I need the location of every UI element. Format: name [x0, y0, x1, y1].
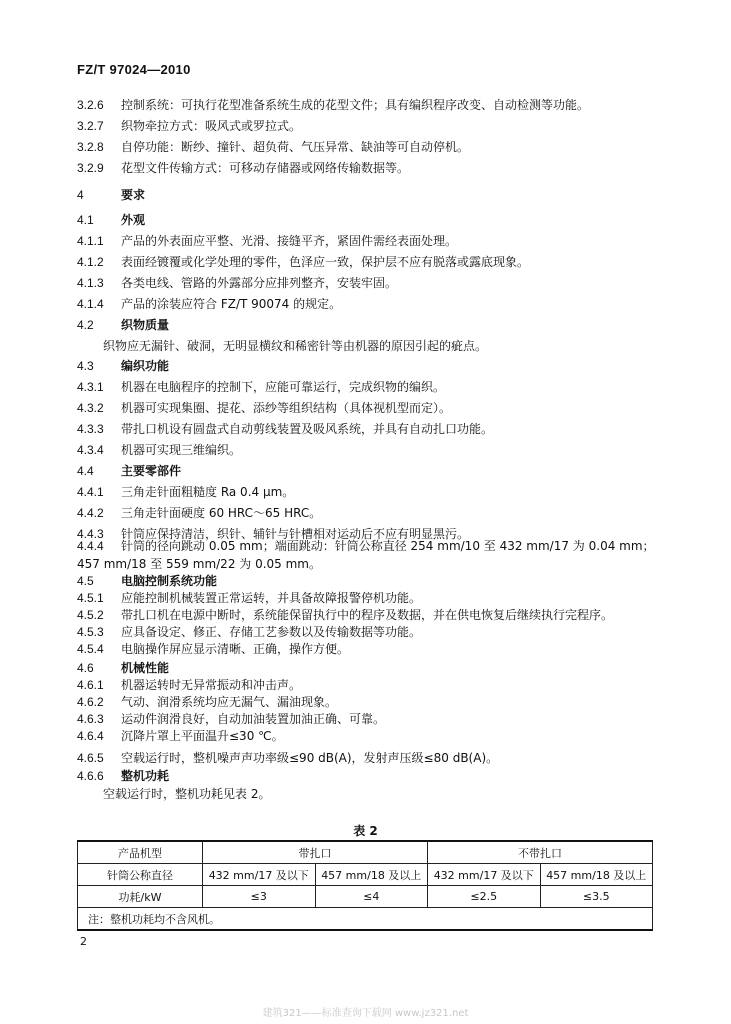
clause-number: 4.1.4 [77, 297, 104, 311]
section-heading [77, 573, 217, 589]
clause-text: 要求 [121, 188, 146, 202]
clause-line [77, 607, 613, 623]
section-heading [77, 358, 169, 374]
clause-text: 织物应无漏针、破洞，无明显横纹和稀密针等由机器的原因引起的疵点。 [103, 339, 488, 353]
clause-text: 表面经镀覆或化学处理的零件，色泽应一致，保护层不应有脱落或露底现象。 [121, 255, 530, 269]
clause-number: 4.1.1 [77, 234, 104, 248]
clause-line [103, 338, 487, 354]
clause-number: 4.4.4 [77, 539, 104, 553]
clause-line [77, 556, 321, 572]
table-row [78, 886, 653, 908]
table-note: 注：整机功耗均不含风机。 [78, 908, 653, 931]
table-header-cell: 457 mm/18 及以上 [540, 864, 653, 886]
clause-line [77, 275, 397, 291]
clause-line [77, 254, 529, 270]
section-heading [77, 768, 169, 784]
clause-text: 三角走针面硬度 60 HRC～65 HRC。 [121, 506, 322, 520]
clause-number: 4.3.4 [77, 443, 104, 457]
clause-text: 控制系统：可执行花型准备系统生成的花型文件；具有编织程序改变、自动检测等功能。 [121, 98, 590, 112]
clause-line [77, 694, 337, 710]
clause-text: 应具备设定、修正、存储工艺参数以及传输数据等功能。 [121, 625, 422, 639]
clause-text: 机器在电脑程序的控制下，应能可靠运行，完成织物的编织。 [121, 380, 446, 394]
table-cell: ≤4 [315, 886, 428, 908]
clause-line [77, 728, 284, 744]
footer-watermark: 建筑321——标准查询下载网 www.jz321.net [262, 1008, 469, 1019]
clause-number: 4.3.2 [77, 401, 104, 415]
clause-text: 外观 [121, 213, 146, 227]
table-header-row-2 [78, 864, 653, 886]
clause-number: 3.2.9 [77, 161, 104, 175]
table-header-cell: 432 mm/17 及以下 [203, 864, 316, 886]
table-cell: ≤2.5 [428, 886, 541, 908]
clause-number: 4.6.4 [77, 729, 104, 743]
clause-number: 4.5.3 [77, 625, 104, 639]
clause-number: 4.1.3 [77, 276, 104, 290]
clause-number: 4.3.1 [77, 380, 104, 394]
table-title: 表 2 [353, 824, 378, 838]
clause-number: 4.3 [77, 359, 94, 373]
clause-line [77, 442, 241, 458]
section-heading [77, 463, 181, 479]
clause-number: 4.1.2 [77, 255, 104, 269]
table-header-row-1 [78, 841, 653, 864]
clause-number: 4.6.3 [77, 712, 104, 726]
table-header-cell: 针筒公称直径 [78, 864, 203, 886]
clause-number: 4.5.1 [77, 591, 104, 605]
clause-text: 产品的外表面应平整、光滑、接缝平齐，紧固件需经表面处理。 [121, 234, 458, 248]
clause-text: 机器可实现三维编织。 [121, 443, 242, 457]
clause-line [77, 624, 421, 640]
clause-text: 产品的涂装应符合 FZ/T 90074 的规定。 [121, 297, 342, 311]
table-header-cell: 不带扎口 [428, 841, 653, 864]
clause-text: 自停功能：断纱、撞针、超负荷、气压异常、缺油等可自动停机。 [121, 140, 470, 154]
section-heading [77, 317, 169, 333]
clause-number: 4.6 [77, 661, 94, 675]
clause-line [103, 786, 270, 802]
clause-text: 空载运行时，整机噪声声功率级≤90 dB(A)，发射声压级≤80 dB(A)。 [121, 751, 499, 765]
clause-text: 机器可实现集圈、提花、添纱等组织结构（具体视机型而定）。 [121, 401, 452, 415]
clause-text: 花型文件传输方式：可移动存储器或网络传输数据等。 [121, 161, 410, 175]
clause-text: 织物质量 [121, 318, 170, 332]
section-heading [77, 660, 169, 676]
clause-line [77, 97, 589, 113]
clause-line [77, 538, 655, 554]
clause-number: 4.4 [77, 464, 94, 478]
clause-number: 3.2.6 [77, 98, 104, 112]
clause-number: 4.6.6 [77, 769, 104, 783]
clause-text: 带扎口机在电源中断时，系统能保留执行中的程序及数据，并在供电恢复后继续执行完程序。 [121, 608, 614, 622]
clause-text: 带扎口机设有圆盘式自动剪线装置及吸风系统，并具有自动扎口功能。 [121, 422, 494, 436]
clause-text: 沉降片罩上平面温升≤30 ℃。 [121, 729, 284, 743]
clause-line [77, 484, 294, 500]
clause-number: 4.4.3 [77, 527, 104, 541]
clause-number: 4.1 [77, 213, 94, 227]
clause-line [77, 750, 498, 766]
clause-text: 织物牵拉方式：吸风式或罗拉式。 [121, 119, 302, 133]
clause-text: 编织功能 [121, 359, 170, 373]
clause-text: 主要零部件 [121, 464, 182, 478]
clause-number: 4 [77, 188, 84, 202]
clause-number: 4.6.5 [77, 751, 104, 765]
clause-line [77, 677, 301, 693]
clause-text: 各类电线、管路的外露部分应排列整齐，安装牢固。 [121, 276, 398, 290]
table-header-cell: 457 mm/18 及以上 [315, 864, 428, 886]
table-cell: ≤3.5 [540, 886, 653, 908]
clause-text: 气动、润滑系统均应无漏气、漏油现象。 [121, 695, 338, 709]
clause-text: 三角走针面粗糙度 Ra 0.4 μm。 [121, 485, 295, 499]
clause-number: 3.2.7 [77, 119, 104, 133]
standard-code: FZ/T 97024—2010 [77, 62, 191, 77]
clause-text: 机械性能 [121, 661, 170, 675]
clause-line [77, 505, 321, 521]
clause-line [77, 139, 469, 155]
clause-text: 457 mm/18 至 559 mm/22 为 0.05 mm。 [77, 557, 321, 571]
clause-number: 4.5 [77, 574, 94, 588]
table-header-cell: 带扎口 [203, 841, 428, 864]
table-note-row [78, 908, 653, 931]
clause-number: 4.5.2 [77, 608, 104, 622]
clause-line [77, 400, 451, 416]
clause-text: 整机功耗 [121, 769, 170, 783]
clause-text: 运动件润滑良好，自动加油装置加油正确、可靠。 [121, 712, 386, 726]
clause-text: 针筒应保持清洁，织针、辅针与针槽相对运动后不应有明显黑污。 [121, 527, 470, 541]
clause-line [77, 641, 349, 657]
clause-line [77, 160, 409, 176]
clause-number: 4.3.3 [77, 422, 104, 436]
table-cell: 功耗/kW [78, 886, 203, 908]
table-header-cell: 产品机型 [78, 841, 203, 864]
clause-text: 空载运行时，整机功耗见表 2。 [103, 787, 271, 801]
table-header-cell: 432 mm/17 及以下 [428, 864, 541, 886]
section-heading [77, 187, 145, 203]
clause-line [77, 118, 301, 134]
clause-text: 电脑控制系统功能 [121, 574, 218, 588]
power-consumption-table [77, 840, 653, 931]
clause-text: 针筒的径向跳动 0.05 mm；端面跳动：针筒公称直径 254 mm/10 至 432 mm/17 为 0.04 mm； [121, 539, 655, 553]
clause-line [77, 711, 385, 727]
page-number: 2 [80, 935, 87, 948]
clause-text: 机器运转时无异常振动和冲击声。 [121, 678, 302, 692]
clause-text: 电脑操作屏应显示清晰、正确，操作方便。 [121, 642, 350, 656]
clause-line [77, 421, 493, 437]
table-cell: ≤3 [203, 886, 316, 908]
clause-number: 4.5.4 [77, 642, 104, 656]
clause-number: 4.6.2 [77, 695, 104, 709]
clause-line [77, 296, 341, 312]
clause-text: 应能控制机械装置正常运转，并具备故障报警停机功能。 [121, 591, 422, 605]
clause-line [77, 590, 421, 606]
clause-number: 3.2.8 [77, 140, 104, 154]
clause-number: 4.4.1 [77, 485, 104, 499]
clause-number: 4.4.2 [77, 506, 104, 520]
clause-number: 4.6.1 [77, 678, 104, 692]
clause-line [77, 379, 445, 395]
section-heading [77, 212, 145, 228]
clause-line [77, 233, 457, 249]
clause-number: 4.2 [77, 318, 94, 332]
